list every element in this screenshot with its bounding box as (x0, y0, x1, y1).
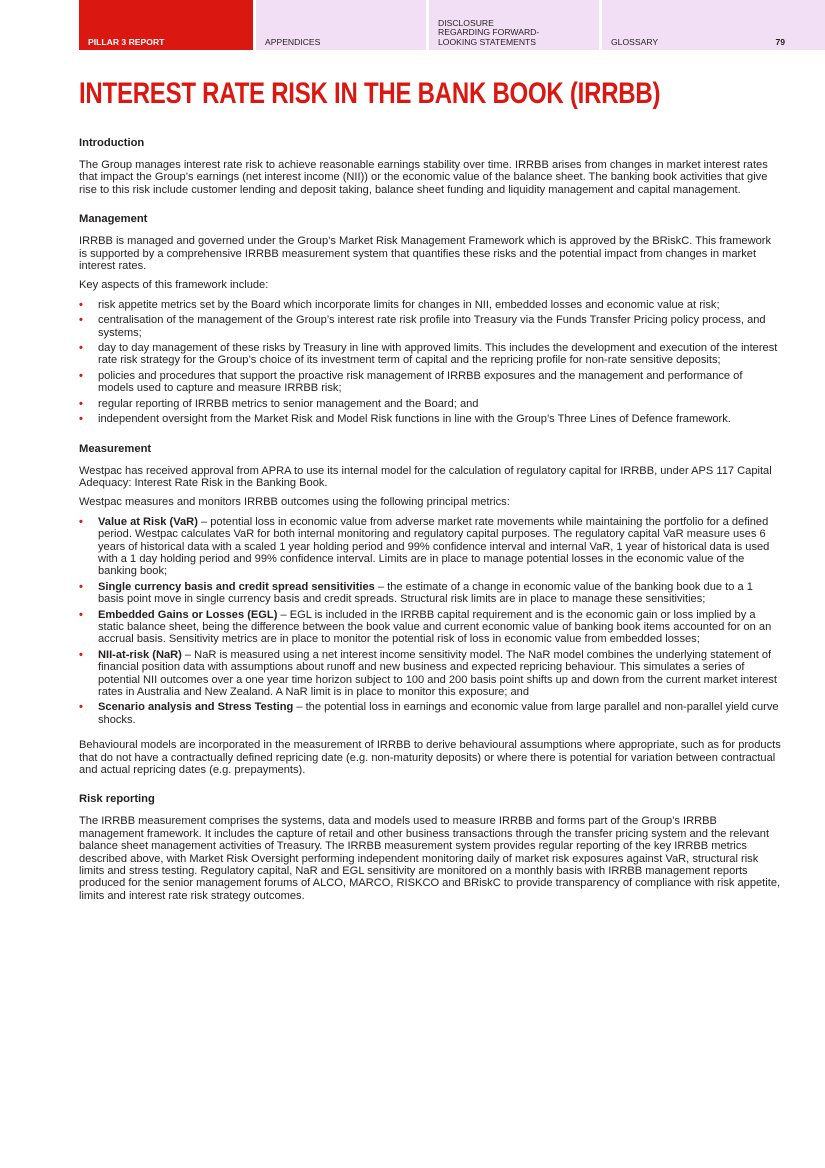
metric-term: NII-at-risk (NaR) (98, 648, 182, 661)
bullet-list (79, 299, 781, 426)
page-number: 79 (775, 36, 785, 47)
header-nav (79, 0, 825, 50)
section-heading: Introduction (79, 137, 145, 149)
list-item (79, 609, 781, 646)
list-item (79, 581, 781, 606)
spacer (79, 203, 781, 213)
section-heading: Measurement (79, 442, 152, 455)
metric-text: – potential loss in economic value from adverse market rate movements while maintaining the portfolio for a defined period. Westpac calculates VaR for both internal monitoring and regulatory capital purposes. The regulatory capital VaR measure uses 6 years of historical data with a scaled 1 year holding period and 99% confidence interval and internal VaR, 1 year of historical data is used with a 1 day holding period and 99% confidence interval. Limits are in place to manage potential losses in the economic value of the banking book; (98, 515, 770, 578)
tab-appendices[interactable] (256, 0, 426, 50)
paragraph: IRRBB is managed and governed under the Group’s Market Risk Management Framework which is approved by the BRiskC. This framework is supported by a comprehensive IRRBB measurement system that quantifies these risks and the potential impact from changes in market interest rates. (79, 235, 772, 273)
paragraph: Westpac has received approval from APRA to use its internal model for the calculation of regulatory capital for IRRBB, under APS 117 Capital Adequacy: Interest Rate Risk in the Banking Book. (79, 464, 772, 489)
tab-label: DISCLOSURE REGARDING FORWARD- LOOKING STATEMENTS (438, 17, 540, 47)
metric-term: Scenario analysis and Stress Testing (98, 701, 294, 714)
section-risk-reporting (79, 793, 781, 902)
metrics-list (79, 516, 781, 727)
section-heading: Management (79, 213, 148, 226)
tab-forward-looking-statements[interactable] (429, 0, 599, 50)
section-introduction (79, 137, 781, 196)
list-item (79, 701, 781, 726)
list-item: • independent oversight from the Market Risk and Model Risk functions in line with the Group’s Three Lines of Defence framework. (79, 413, 781, 425)
tab-glossary[interactable] (602, 0, 825, 50)
paragraph: The IRRBB measurement comprises the systems, data and models used to measure IRRBB and forms part of the Group’s IRRBB management framework. It includes the capture of retail and other business transactions through the transfer pricing system and the relevant balance sheet management activities of Treasury. The IRRBB measurement system provides regular reporting of the key IRRBB metrics described above, with Market Risk Oversight performing independent monitoring daily of market risk exposures against VaR, structural risk limits and stress testing. Regulatory capital, NaR and EGL sensitivity are monitored on a monthly basis with IRRBB management reports produced for the senior management forums of ALCO, MARCO, RISKCO and BRiskC to provide transparency of compliance with risk appetite, limits and interest rate risk strategy outcomes. (79, 815, 781, 902)
list-item: • day to day management of these risks by Treasury in line with approved limits. This includes the development and execution of the interest rate risk strategy for the Group’s choice of its investment term of capital and the repricing profile for non-rate sensitive deposits; (79, 342, 781, 367)
list-item: • risk appetite metrics set by the Board which incorporate limits for changes in NII, embedded losses and economic value at risk; (79, 299, 781, 311)
paragraph: Westpac measures and monitors IRRBB outcomes using the following principal metrics: (79, 496, 510, 509)
list-item (79, 649, 781, 699)
paragraph: The Group manages interest rate risk to achieve reasonable earnings stability over time. IRRBB arises from changes in market interest rates that impact the Group’s earnings (net interest income (NII)) or the economic value of the balance sheet. The banking book activities that give rise to this risk include customer lending and deposit taking, balance sheet funding and liquidity management and capital management. (79, 159, 768, 196)
tab-label: APPENDICES (265, 36, 321, 47)
metric-text: – the potential loss in earnings and economic value from large parallel and non-parallel yield curve shocks. (98, 701, 779, 726)
paragraph: Key aspects of this framework include: (79, 279, 269, 292)
metric-text: – NaR is measured using a net interest income sensitivity model. The NaR model combines the underlying statement of financial position data with assumptions about runoff and new business and expected repricing behaviour. This simulates a series of potential NII outcomes over a one year time horizon subject to 100 and 200 basis point shifts up and down from the current market interest rates in Australia and New Zealand. A NaR limit is in place to monitor this exposure; and (98, 648, 777, 698)
metric-term: Single currency basis and credit spread sensitivities (98, 580, 375, 593)
list-item: • regular reporting of IRRBB metrics to senior management and the Board; and (79, 398, 781, 410)
section-measurement (79, 443, 781, 777)
tab-label: GLOSSARY (611, 36, 659, 47)
section-management (79, 213, 781, 425)
spacer (79, 433, 781, 443)
main-content (79, 137, 781, 909)
metric-text: – the estimate of a change in economic value of the banking book due to a 1 basis point move in single currency basis and credit spreads. Structural risk limits are in place to manage these sensitivities; (98, 580, 753, 606)
list-item: • policies and procedures that support the proactive risk management of IRRBB exposures and the management and performance of models used to capture and measure IRRBB risk; (79, 370, 781, 395)
list-item: • centralisation of the management of the Group’s interest rate risk profile into Treasury via the Funds Transfer Pricing policy process, and systems; (79, 314, 781, 339)
spacer (79, 783, 781, 793)
metric-text: – EGL is included in the IRRBB capital requirement and is the economic gain or loss implied by a static balance sheet, being the difference between the book value and current economic value of banking book items accounted for on an accrual basis. Sensitivity metrics are in place to monitor the potential risk of loss in economic value from embedded losses; (98, 608, 772, 646)
section-heading: Risk reporting (79, 793, 155, 806)
tab-label: PILLAR 3 REPORT (88, 36, 165, 47)
tab-pillar-3-report[interactable] (79, 0, 253, 50)
metric-term: Embedded Gains or Losses (EGL) (98, 608, 278, 621)
paragraph: Behavioural models are incorporated in the measurement of IRRBB to derive behavioural assumptions where appropriate, such as for products that do not have a contractually defined repricing date (e.g. non-maturity deposits) or where there is potential for variation between contractual and actual repricing dates (e.g. prepayments). (79, 739, 781, 777)
metric-term: Value at Risk (VaR) (98, 515, 198, 528)
page-title: INTEREST RATE RISK IN THE BANK BOOK (IRRBB) (79, 77, 661, 110)
list-item (79, 516, 781, 578)
